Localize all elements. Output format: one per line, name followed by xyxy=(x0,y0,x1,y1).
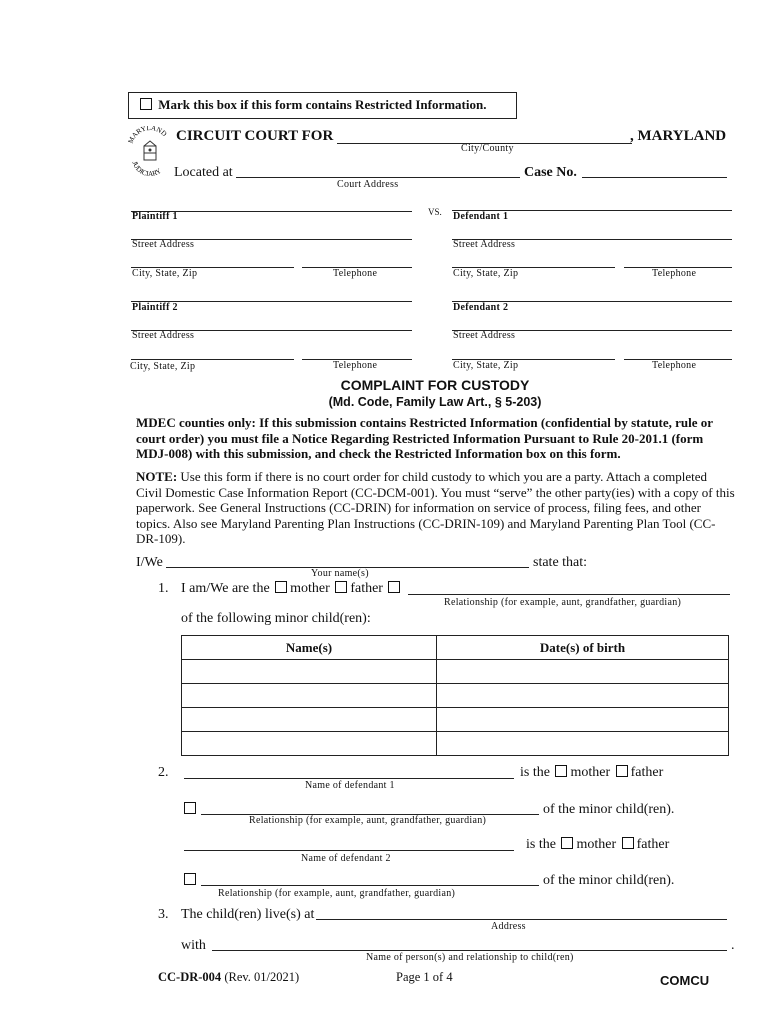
item2-d2-other-checkbox[interactable] xyxy=(184,873,196,885)
seal-top-text: MARYLAND xyxy=(126,126,169,145)
child-name-cell[interactable] xyxy=(182,684,437,708)
vs-label: VS. xyxy=(428,207,442,217)
item1-father-label: father xyxy=(350,581,383,596)
children-table xyxy=(181,635,729,756)
case-no-label: Case No. xyxy=(524,165,577,180)
child-name-cell[interactable] xyxy=(182,732,437,756)
svg-text:JUDICIARY xyxy=(130,160,162,178)
defendant1-name-label: Name of defendant 1 xyxy=(305,780,395,791)
child-dob-cell[interactable] xyxy=(437,732,729,756)
item1-relationship-field[interactable] xyxy=(408,594,730,595)
item1-row xyxy=(181,581,403,597)
telephone-label: Telephone xyxy=(333,268,378,279)
names-header: Name(s) xyxy=(182,636,437,660)
court-suffix: , MARYLAND xyxy=(630,128,727,144)
item2-father-label: father xyxy=(630,765,664,780)
item1-relationship-label: Relationship (for example, aunt, grandfather, guardian) xyxy=(444,597,682,608)
item3-with: with xyxy=(181,938,206,953)
plaintiff2-city-field[interactable] xyxy=(131,359,294,360)
item2-of-minor: of the minor child(ren). xyxy=(543,802,675,817)
city-state-zip-label: City, State, Zip xyxy=(453,360,519,371)
defendant1-name-field-item2[interactable] xyxy=(184,778,514,779)
table-row xyxy=(182,660,729,684)
plaintiff2-label: Plaintiff 2 xyxy=(132,302,178,313)
item3-number: 3. xyxy=(158,907,169,922)
item2-row2 xyxy=(526,837,669,853)
item2-d1-other-checkbox[interactable] xyxy=(184,802,196,814)
svg-text:MARYLAND xyxy=(127,126,169,145)
iwe-prefix: I/We xyxy=(136,555,163,570)
child-dob-cell[interactable] xyxy=(437,660,729,684)
item2-number: 2. xyxy=(158,765,169,780)
iwe-suffix: state that: xyxy=(533,555,588,570)
telephone-label: Telephone xyxy=(333,360,378,371)
item2-d1-father-checkbox[interactable] xyxy=(616,765,628,777)
street-address-label: Street Address xyxy=(453,239,516,250)
table-row xyxy=(182,708,729,732)
child-name-cell[interactable] xyxy=(182,660,437,684)
children-table-header xyxy=(182,636,729,660)
page-number: Page 1 of 4 xyxy=(396,970,453,984)
item2-d1-mother-checkbox[interactable] xyxy=(555,765,567,777)
item1-other-checkbox[interactable] xyxy=(388,581,400,593)
form-title: COMPLAINT FOR CUSTODY xyxy=(340,377,530,393)
seal-icon xyxy=(126,126,174,180)
item2-row1 xyxy=(520,765,663,781)
item2-d2-other-row xyxy=(182,873,199,889)
child-dob-cell[interactable] xyxy=(437,708,729,732)
persons-label: Name of person(s) and relationship to child(ren) xyxy=(366,952,574,963)
defendant2-name-label: Name of defendant 2 xyxy=(301,853,391,864)
item2-d2-father-checkbox[interactable] xyxy=(622,837,634,849)
persons-relationship-field[interactable] xyxy=(212,950,727,951)
child-name-cell[interactable] xyxy=(182,708,437,732)
defendant1-label: Defendant 1 xyxy=(453,211,509,222)
item1-number: 1. xyxy=(158,581,169,596)
defendant2-name-field-item2[interactable] xyxy=(184,850,514,851)
court-prefix: CIRCUIT COURT FOR xyxy=(176,128,334,144)
form-revision: (Rev. 01/2021) xyxy=(221,970,300,984)
address-label: Address xyxy=(491,921,526,932)
court-address-label: Court Address xyxy=(337,179,399,190)
item2-of-minor: of the minor child(ren). xyxy=(543,873,675,888)
item1-father-checkbox[interactable] xyxy=(335,581,347,593)
restricted-info-checkbox[interactable] xyxy=(140,98,152,110)
item2-mother-label: mother xyxy=(570,765,611,780)
city-county-label: City/County xyxy=(461,143,514,154)
street-address-label: Street Address xyxy=(132,330,195,341)
child-dob-cell[interactable] xyxy=(437,684,729,708)
item2-d2-mother-checkbox[interactable] xyxy=(561,837,573,849)
form-id: CC-DR-004 xyxy=(158,970,222,984)
city-state-zip-label: City, State, Zip xyxy=(132,268,198,279)
table-row xyxy=(182,732,729,756)
defendant2-label: Defendant 2 xyxy=(453,302,509,313)
telephone-label: Telephone xyxy=(652,360,697,371)
item1-mother-checkbox[interactable] xyxy=(275,581,287,593)
street-address-label: Street Address xyxy=(453,330,516,341)
city-state-zip-label: City, State, Zip xyxy=(130,361,196,372)
item2-relationship-label: Relationship (for example, aunt, grandfather, guardian) xyxy=(249,815,487,826)
city-state-zip-label: City, State, Zip xyxy=(453,268,519,279)
restricted-info-label: Mark this box if this form contains Restricted Information. xyxy=(158,97,487,112)
mdec-notice: MDEC counties only: If this submission contains Restricted Information (confidential by statute, rule or court order) you must file a Notice Regarding Restricted Information Pursuant to Rule 20-201.1 (form MDJ-008) with this submission, and check the Restricted Information box on this form. xyxy=(136,415,713,461)
item3-period: . xyxy=(731,938,735,953)
item2-is-the: is the xyxy=(520,765,550,780)
maryland-judiciary-seal xyxy=(126,126,174,180)
restricted-info-row xyxy=(138,97,486,113)
your-names-label: Your name(s) xyxy=(311,568,369,579)
case-number-field[interactable] xyxy=(582,177,727,178)
footer-form-id xyxy=(158,970,299,985)
form-subtitle: (Md. Code, Family Law Art., § 5-203) xyxy=(328,395,542,409)
street-address-label: Street Address xyxy=(132,239,195,250)
seal-bottom-text: JUDICIARY xyxy=(130,160,163,179)
form-code: COMCU xyxy=(660,973,710,988)
telephone-label: Telephone xyxy=(652,268,697,279)
item2-relationship-label: Relationship (for example, aunt, grandfather, guardian) xyxy=(218,888,456,899)
dob-header: Date(s) of birth xyxy=(437,636,729,660)
note-paragraph xyxy=(136,469,736,547)
item2-father-label: father xyxy=(636,837,670,852)
child-address-field[interactable] xyxy=(316,919,727,920)
item2-mother-label: mother xyxy=(576,837,617,852)
table-row xyxy=(182,684,729,708)
item2-d2-relationship-field[interactable] xyxy=(201,885,539,886)
item1-text: I am/We are the xyxy=(181,581,270,596)
note-text: Use this form if there is no court order for child custody to which you are a party. Attach a completed Civil Domestic Case Information Report (CC-DCM-001). You must “serve” the other party(ies) with a copy of this paperwork. See General Instructions (CC-DRIN) for information on service of process, filing fees, and other topics. Also see Maryland Parenting Plan Instructions (CC-DRIN-109) and Maryland Parenting Plan Tool (CC-DR-109). xyxy=(136,469,735,546)
item2-d1-other-row xyxy=(182,802,199,818)
item1-mother-label: mother xyxy=(290,581,330,596)
plaintiff1-label: Plaintiff 1 xyxy=(132,211,178,222)
item2-is-the: is the xyxy=(526,837,556,852)
court-address-field[interactable] xyxy=(236,177,520,178)
item1-following: of the following minor child(ren): xyxy=(181,611,371,626)
item3-text: The child(ren) live(s) at xyxy=(181,907,315,922)
note-label: NOTE: xyxy=(136,469,178,484)
located-at-label: Located at xyxy=(174,165,233,180)
